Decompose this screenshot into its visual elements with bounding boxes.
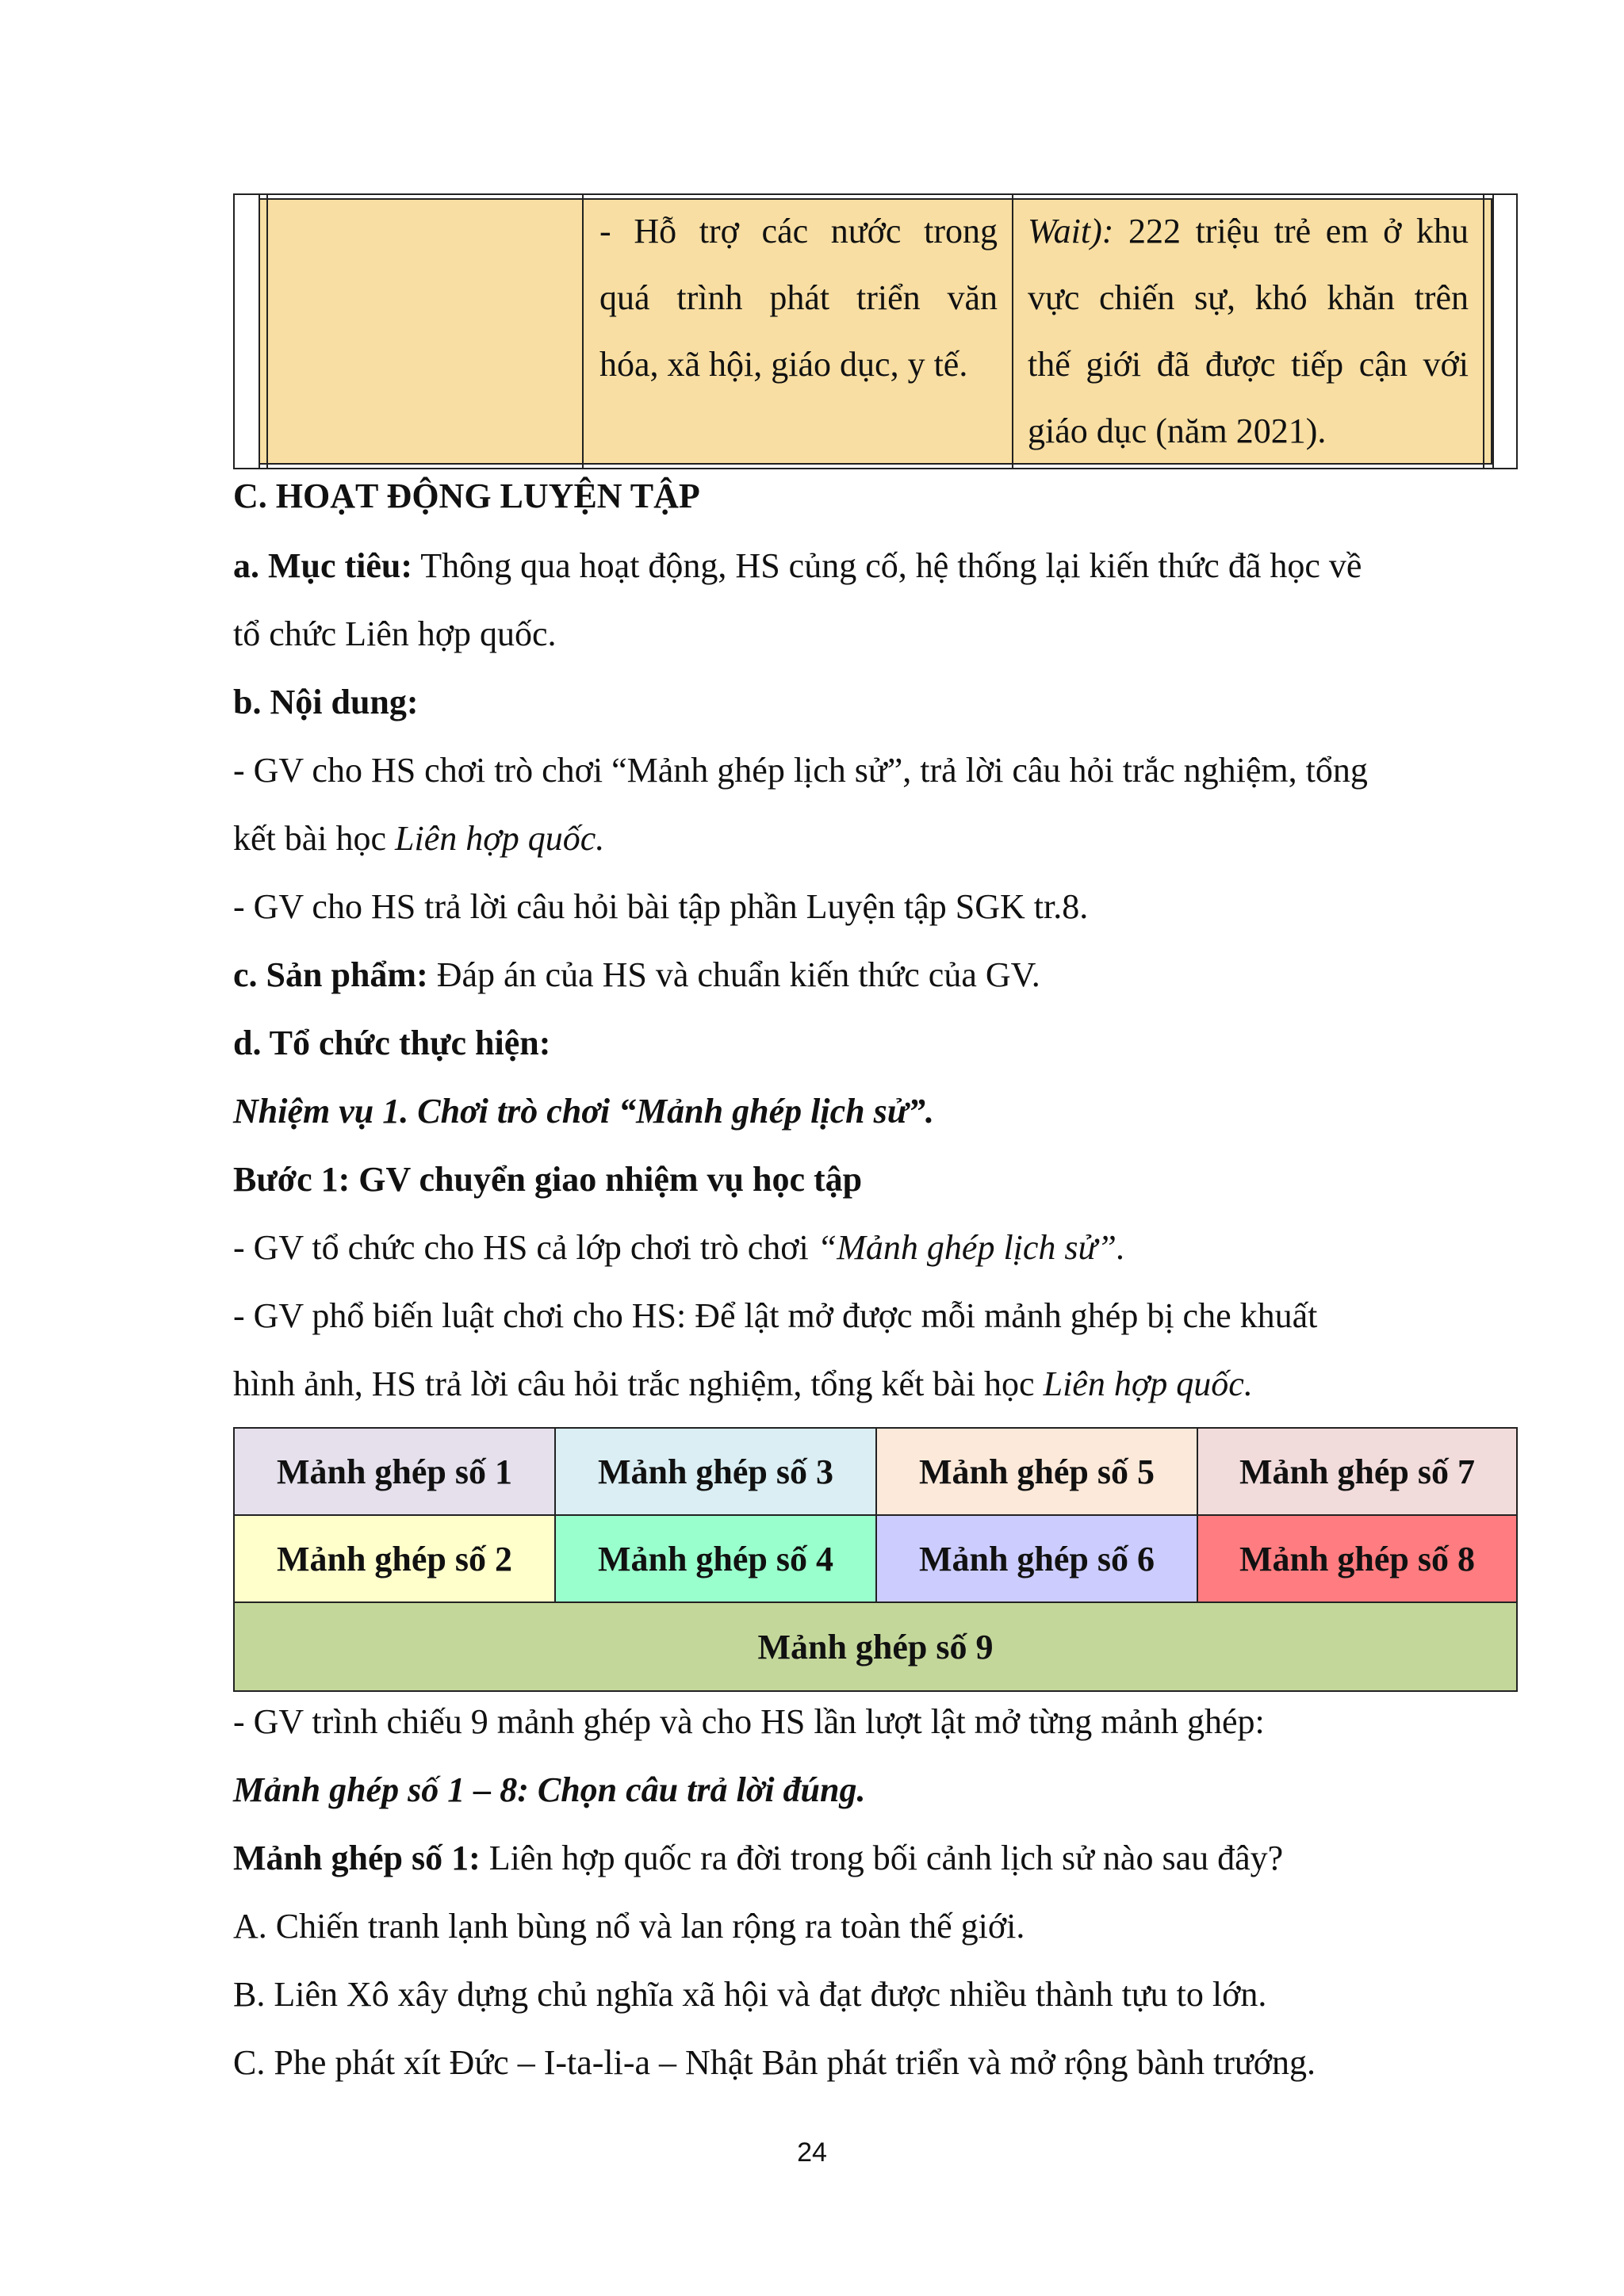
cell-line: quá trình phát triển văn <box>599 278 998 317</box>
instruction-italic: “Mảnh ghép lịch sử”. <box>817 1228 1126 1267</box>
task-1-heading: Nhiệm vụ 1. Chơi trò chơi “Mảnh ghép lịch sử”. <box>233 1092 935 1131</box>
content-line: - GV cho HS chơi trò chơi “Mảnh ghép lịch sử”, trả lời câu hỏi trắc nghiệm, tổng <box>233 751 1368 790</box>
cell-italic: Wait): <box>1028 212 1114 251</box>
instruction-line <box>233 1215 1125 1281</box>
content-line <box>233 806 604 872</box>
question-1 <box>233 1825 1283 1892</box>
cell-line <box>1028 198 1469 265</box>
table-divider <box>1483 195 1484 468</box>
instruction-text: - GV tổ chức cho HS cả lớp chơi trò chơi <box>233 1228 818 1267</box>
organization-heading: d. Tổ chức thực hiện: <box>233 1024 551 1062</box>
section-title: C. HOẠT ĐỘNG LUYỆN TẬP <box>233 476 700 515</box>
answer-option: A. Chiến tranh lạnh bùng nổ và lan rộng ra toàn thế giới. <box>233 1907 1025 1946</box>
cell-line: giáo dục (năm 2021). <box>1028 411 1327 450</box>
objective-line-2: tổ chức Liên hợp quốc. <box>233 614 557 653</box>
puzzle-piece: Mảnh ghép số 4 <box>556 1516 877 1603</box>
rules-line: - GV phổ biến luật chơi cho HS: Để lật mở được mỗi mảnh ghép bị che khuất <box>233 1296 1318 1335</box>
puzzle-piece: Mảnh ghép số 2 <box>235 1516 556 1603</box>
rules-italic: Liên hợp quốc. <box>1043 1364 1253 1403</box>
answer-option: B. Liên Xô xây dựng chủ nghĩa xã hội và đạt được nhiều thành tựu to lớn. <box>233 1975 1267 2014</box>
answer-option: C. Phe phát xít Đức – I-ta-li-a – Nhật Bản phát triển và mở rộng bành trướng. <box>233 2043 1316 2082</box>
content-line: - GV cho HS trả lời câu hỏi bài tập phần Luyện tập SGK tr.8. <box>233 887 1089 926</box>
puzzle-piece: Mảnh ghép số 9 <box>235 1603 1516 1690</box>
table-divider <box>582 195 584 468</box>
continuation-table <box>233 193 1518 469</box>
table-cell-result <box>1028 198 1469 465</box>
objective-text: Thông qua hoạt động, HS củng cố, hệ thống lại kiến thức đã học về <box>412 546 1362 585</box>
content-label: b. Nội dung: <box>233 683 419 721</box>
rules-line <box>233 1351 1253 1418</box>
cell-line: - Hỗ trợ các nước trong <box>599 212 998 251</box>
cell-text: 222 triệu trẻ em ở khu <box>1113 212 1469 251</box>
pieces-1-8-heading: Mảnh ghép số 1 – 8: Chọn câu trả lời đúng. <box>233 1770 866 1809</box>
present-line: - GV trình chiếu 9 mảnh ghép và cho HS lần lượt lật mở từng mảnh ghép: <box>233 1702 1265 1741</box>
puzzle-piece: Mảnh ghép số 8 <box>1198 1516 1516 1603</box>
objective-line <box>233 533 1362 599</box>
puzzle-piece: Mảnh ghép số 5 <box>877 1429 1198 1516</box>
product-line <box>233 942 1040 1008</box>
table-divider <box>1012 195 1013 468</box>
question-text: Liên hợp quốc ra đời trong bối cảnh lịch sử nào sau đây? <box>480 1839 1284 1877</box>
puzzle-grid <box>233 1427 1518 1692</box>
cell-line: vực chiến sự, khó khăn trên <box>1028 278 1469 317</box>
objective-label: a. Mục tiêu: <box>233 546 413 585</box>
page-number: 24 <box>797 2137 827 2168</box>
step-1-heading: Bước 1: GV chuyển giao nhiệm vụ học tập <box>233 1160 863 1199</box>
puzzle-piece: Mảnh ghép số 1 <box>235 1429 556 1516</box>
cell-line: hóa, xã hội, giáo dục, y tế. <box>599 345 968 384</box>
question-label: Mảnh ghép số 1: <box>233 1839 481 1877</box>
table-divider <box>259 195 260 468</box>
cell-line: thế giới đã được tiếp cận với <box>1028 345 1469 384</box>
table-cell-support <box>599 198 998 398</box>
product-text: Đáp án của HS và chuẩn kiến thức của GV. <box>427 955 1040 994</box>
puzzle-piece: Mảnh ghép số 7 <box>1198 1429 1516 1516</box>
content-italic: Liên hợp quốc. <box>395 819 605 858</box>
table-divider <box>266 195 268 468</box>
table-divider <box>1492 195 1494 468</box>
rules-text: hình ảnh, HS trả lời câu hỏi trắc nghiệm, tổng kết bài học <box>233 1364 1044 1403</box>
puzzle-piece: Mảnh ghép số 3 <box>556 1429 877 1516</box>
product-label: c. Sản phẩm: <box>233 955 428 994</box>
content-text: kết bài học <box>233 819 396 858</box>
puzzle-piece: Mảnh ghép số 6 <box>877 1516 1198 1603</box>
